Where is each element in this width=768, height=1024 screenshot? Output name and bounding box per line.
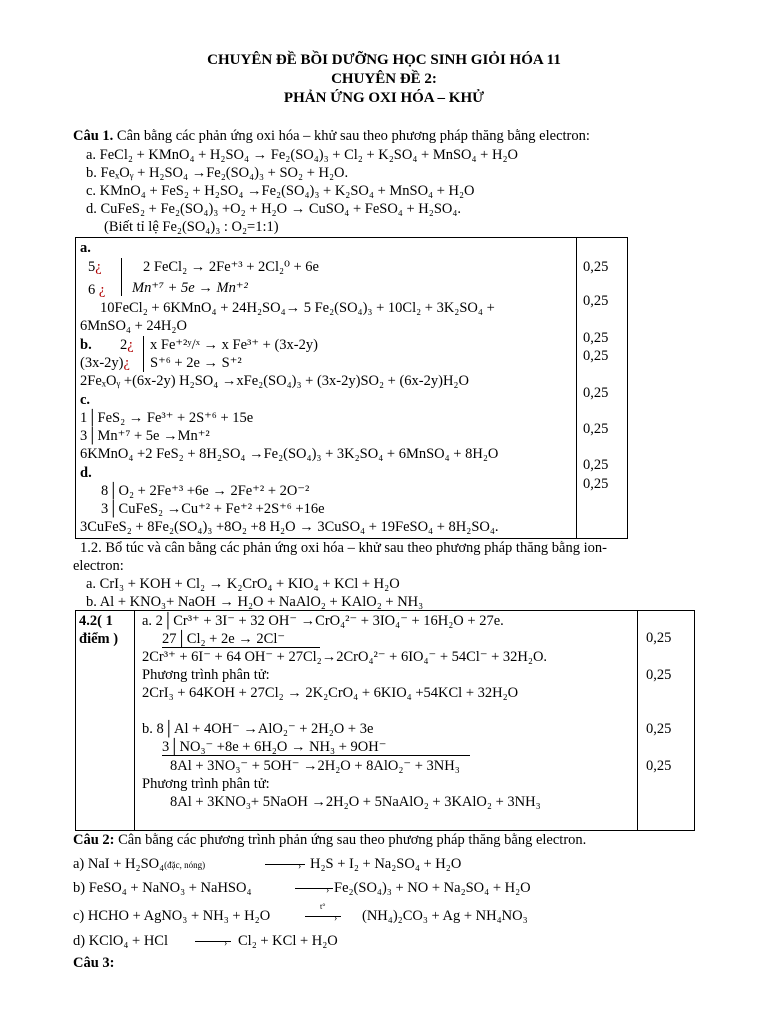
q2-b-arrow-head: › bbox=[326, 885, 330, 896]
box1-score-6: 0,25 bbox=[583, 421, 609, 437]
q2-c-condition: t° bbox=[320, 902, 326, 911]
box2-a-half2: 27│Cl₂ + 2e → 2Cl⁻ bbox=[162, 631, 285, 647]
q2-item-c-products: (NH₄)₂CO₃ + Ag + NH₄NO₃ bbox=[362, 908, 528, 924]
box2-score-3: 0,25 bbox=[646, 721, 672, 737]
q12-prompt-line-2: electron: bbox=[73, 558, 124, 574]
box2-a-underline bbox=[162, 647, 320, 648]
box1-b-bracket bbox=[143, 336, 144, 372]
box1-c-half1: 1│FeS₂ → Fe³⁺ + 2S⁺⁶ + 15e bbox=[80, 410, 254, 426]
box1-score-2: 0,25 bbox=[583, 293, 609, 309]
box1-b-coef2: (3x-2y)¿ bbox=[80, 355, 130, 371]
q2-item-c: c) HCHO + AgNO₃ + NH₃ + H₂O bbox=[73, 908, 271, 924]
box1-score-8: 0,25 bbox=[583, 476, 609, 492]
q2-item-a-condition: (đặc, nóng) bbox=[164, 860, 206, 870]
box1-a-half1: 2 FeCl₂ → 2Fe⁺³ + 2Cl₂⁰ + 6e bbox=[143, 259, 319, 275]
box1-b-coef1: 2¿ bbox=[120, 337, 134, 353]
header-title-1: CHUYÊN ĐỀ BỒI DƯỠNG HỌC SINH GIỎI HÓA 11 bbox=[207, 52, 561, 68]
box1-score-3: 0,25 bbox=[583, 330, 609, 346]
box1-b-label: b. bbox=[80, 337, 92, 353]
q2-item-d: d) KClO₄ + HCl bbox=[73, 933, 169, 949]
q1-item-d-note: (Biết tỉ lệ Fe₂(SO₄)₃ : O₂=1:1) bbox=[104, 219, 279, 235]
question-2-label: Câu 2: bbox=[73, 832, 115, 848]
box1-a-coef2: 6 ¿ bbox=[88, 282, 106, 298]
question-2-prompt: Cân bằng các phương trình phản ứng sau theo phương pháp thăng bằng electron. bbox=[114, 832, 587, 848]
box1-a-label: a. bbox=[80, 240, 91, 256]
q12-prompt-line-1: 1.2. Bổ túc và cân bằng các phản ứng oxi hóa – khử sau theo phương pháp thăng bằng ion- bbox=[80, 540, 607, 556]
box2-b-half2: 3│NO₃⁻ +8e + 6H₂O → NH₃ + 9OH⁻ bbox=[162, 739, 387, 755]
box2-b-half1: b. 8│Al + 4OH⁻ →AlO₂⁻ + 2H₂O + 3e bbox=[142, 721, 374, 737]
q1-item-b: b. FeₓOᵧ + H₂SO₄ →Fe₂(SO₄)₃ + SO₂ + H₂O. bbox=[86, 165, 349, 181]
box1-c-label: c. bbox=[80, 392, 91, 408]
box2-a-molecular-equation: 2CrI₃ + 64KOH + 27Cl₂ → 2K₂CrO₄ + 6KIO₄ +54KCl + 32H₂O bbox=[142, 685, 519, 701]
box1-b-half1: x Fe⁺²ʸ/ˣ → x Fe³⁺ + (3x-2y) bbox=[150, 337, 318, 353]
q1-item-a: a. FeCl₂ + KMnO₄ + H₂SO₄ → Fe₂(SO₄)₃ + Cl₂ + K₂SO₄ + MnSO₄ + H₂O bbox=[86, 147, 518, 163]
q2-c-arrow-head: › bbox=[334, 913, 338, 924]
box1-b-equation: 2FeₓOᵧ +(6x-2y) H₂SO₄ →xFe₂(SO₄)₃ + (3x-2y)SO₂ + (6x-2y)H₂O bbox=[80, 373, 469, 389]
q2-item-b: b) FeSO₄ + NaNO₃ + NaHSO₄ bbox=[73, 880, 252, 896]
box1-a-equation-1: 10FeCl₂ + 6KMnO₄ + 24H₂SO₄→ 5 Fe₂(SO₄)₃ + 10Cl₂ + 3K₂SO₄ + bbox=[100, 300, 495, 316]
box2-label-2: điểm ) bbox=[79, 631, 119, 647]
question-2-heading bbox=[73, 832, 586, 849]
box2-b-equation: 8Al + 3NO₃⁻ + 5OH⁻ →2H₂O + 8AlO₂⁻ + 3NH₃ bbox=[170, 758, 460, 774]
box2-b-molecular-equation: 8Al + 3KNO₃+ 5NaOH →2H₂O + 5NaAlO₂ + 3KAlO₂ + 3NH₃ bbox=[170, 794, 541, 810]
question-1-prompt: Cân bằng các phản ứng oxi hóa – khử sau theo phương pháp thăng bằng electron: bbox=[113, 128, 590, 144]
box1-c-half2: 3│Mn⁺⁷ + 5e →Mn⁺² bbox=[80, 428, 210, 444]
q2-a-arrow-head: › bbox=[298, 861, 302, 872]
q2-item-d-products: Cl₂ + KCl + H₂O bbox=[238, 933, 338, 949]
box2-score-1: 0,25 bbox=[646, 630, 672, 646]
q1-item-c: c. KMnO₄ + FeS₂ + H₂SO₄ →Fe₂(SO₄)₃ + K₂SO₄ + MnSO₄ + H₂O bbox=[86, 183, 475, 199]
box1-d-label: d. bbox=[80, 465, 92, 481]
q2-item-a: a) NaI + H₂SO₄(đặc, nóng) bbox=[73, 856, 206, 872]
box1-d-half2: 3│CuFeS₂ →Cu⁺² + Fe⁺² +2S⁺⁶ +16e bbox=[101, 501, 325, 517]
q2-d-arrow-head: › bbox=[224, 938, 228, 949]
box1-b-half2: S⁺⁶ + 2e → S⁺² bbox=[150, 355, 242, 371]
header-title-3: PHẢN ỨNG OXI HÓA – KHỬ bbox=[283, 90, 485, 106]
box1-a-equation-2: 6MnSO₄ + 24H₂O bbox=[80, 318, 187, 334]
q12-item-b: b. Al + KNO₃+ NaOH → H₂O + NaAlO₂ + KAlO₂ + NH₃ bbox=[86, 594, 424, 610]
question-3-label: Câu 3: bbox=[73, 955, 115, 971]
box1-score-5: 0,25 bbox=[583, 385, 609, 401]
box2-label-1: 4.2( 1 bbox=[79, 613, 113, 629]
box2-b-underline bbox=[162, 755, 470, 756]
box1-a-bracket bbox=[121, 258, 122, 296]
q2-item-b-products: Fe₂(SO₄)₃ + NO + Na₂SO₄ + H₂O bbox=[334, 880, 531, 896]
box1-a-coef1: 5¿ bbox=[88, 259, 102, 275]
box1-d-equation: 3CuFeS₂ + 8Fe₂(SO₄)₃ +8O₂ +8 H₂O → 3CuSO₄ + 19FeSO₄ + 8H₂SO₄. bbox=[80, 519, 499, 535]
q1-item-d: d. CuFeS₂ + Fe₂(SO₄)₃ +O₂ + H₂O → CuSO₄ + FeSO₄ + H₂SO₄. bbox=[86, 201, 462, 217]
box1-score-1: 0,25 bbox=[583, 259, 609, 275]
box2-score-2: 0,25 bbox=[646, 667, 672, 683]
box2-a-molecular-label: Phương trình phân tử: bbox=[142, 667, 270, 683]
answer-table-2-divider-1 bbox=[134, 610, 135, 831]
question-1-heading bbox=[73, 128, 590, 145]
box2-b-molecular-label: Phương trình phân tử: bbox=[142, 776, 270, 792]
q12-item-a: a. CrI₃ + KOH + Cl₂ → K₂CrO₄ + KIO₄ + KCl + H₂O bbox=[86, 576, 400, 592]
box1-score-4: 0,25 bbox=[583, 348, 609, 364]
box1-d-half1: 8│O₂ + 2Fe⁺³ +6e → 2Fe⁺² + 2O⁻² bbox=[101, 483, 310, 499]
question-1-label: Câu 1. bbox=[73, 128, 114, 144]
box2-a-equation: 2Cr³⁺ + 6I⁻ + 64 OH⁻ + 27Cl₂→2CrO₄²⁻ + 6IO₄⁻ + 54Cl⁻ + 32H₂O. bbox=[142, 649, 548, 665]
header-title-2: CHUYÊN ĐỀ 2: bbox=[331, 71, 437, 87]
q2-item-a-products: H₂S + I₂ + Na₂SO₄ + H₂O bbox=[310, 856, 462, 872]
box1-score-7: 0,25 bbox=[583, 457, 609, 473]
box1-a-half2: Mn⁺⁷ + 5e → Mn⁺² bbox=[132, 280, 248, 296]
answer-table-1-divider bbox=[576, 237, 577, 539]
box2-score-4: 0,25 bbox=[646, 758, 672, 774]
box2-a-half1: a. 2│Cr³⁺ + 3I⁻ + 32 OH⁻ →CrO₄²⁻ + 3IO₄⁻ + 16H₂O + 27e. bbox=[142, 613, 504, 629]
box1-c-equation: 6KMnO₄ +2 FeS₂ + 8H₂SO₄ →Fe₂(SO₄)₃ + 3K₂SO₄ + 6MnSO₄ + 8H₂O bbox=[80, 446, 499, 462]
answer-table-2-divider-2 bbox=[637, 610, 638, 831]
